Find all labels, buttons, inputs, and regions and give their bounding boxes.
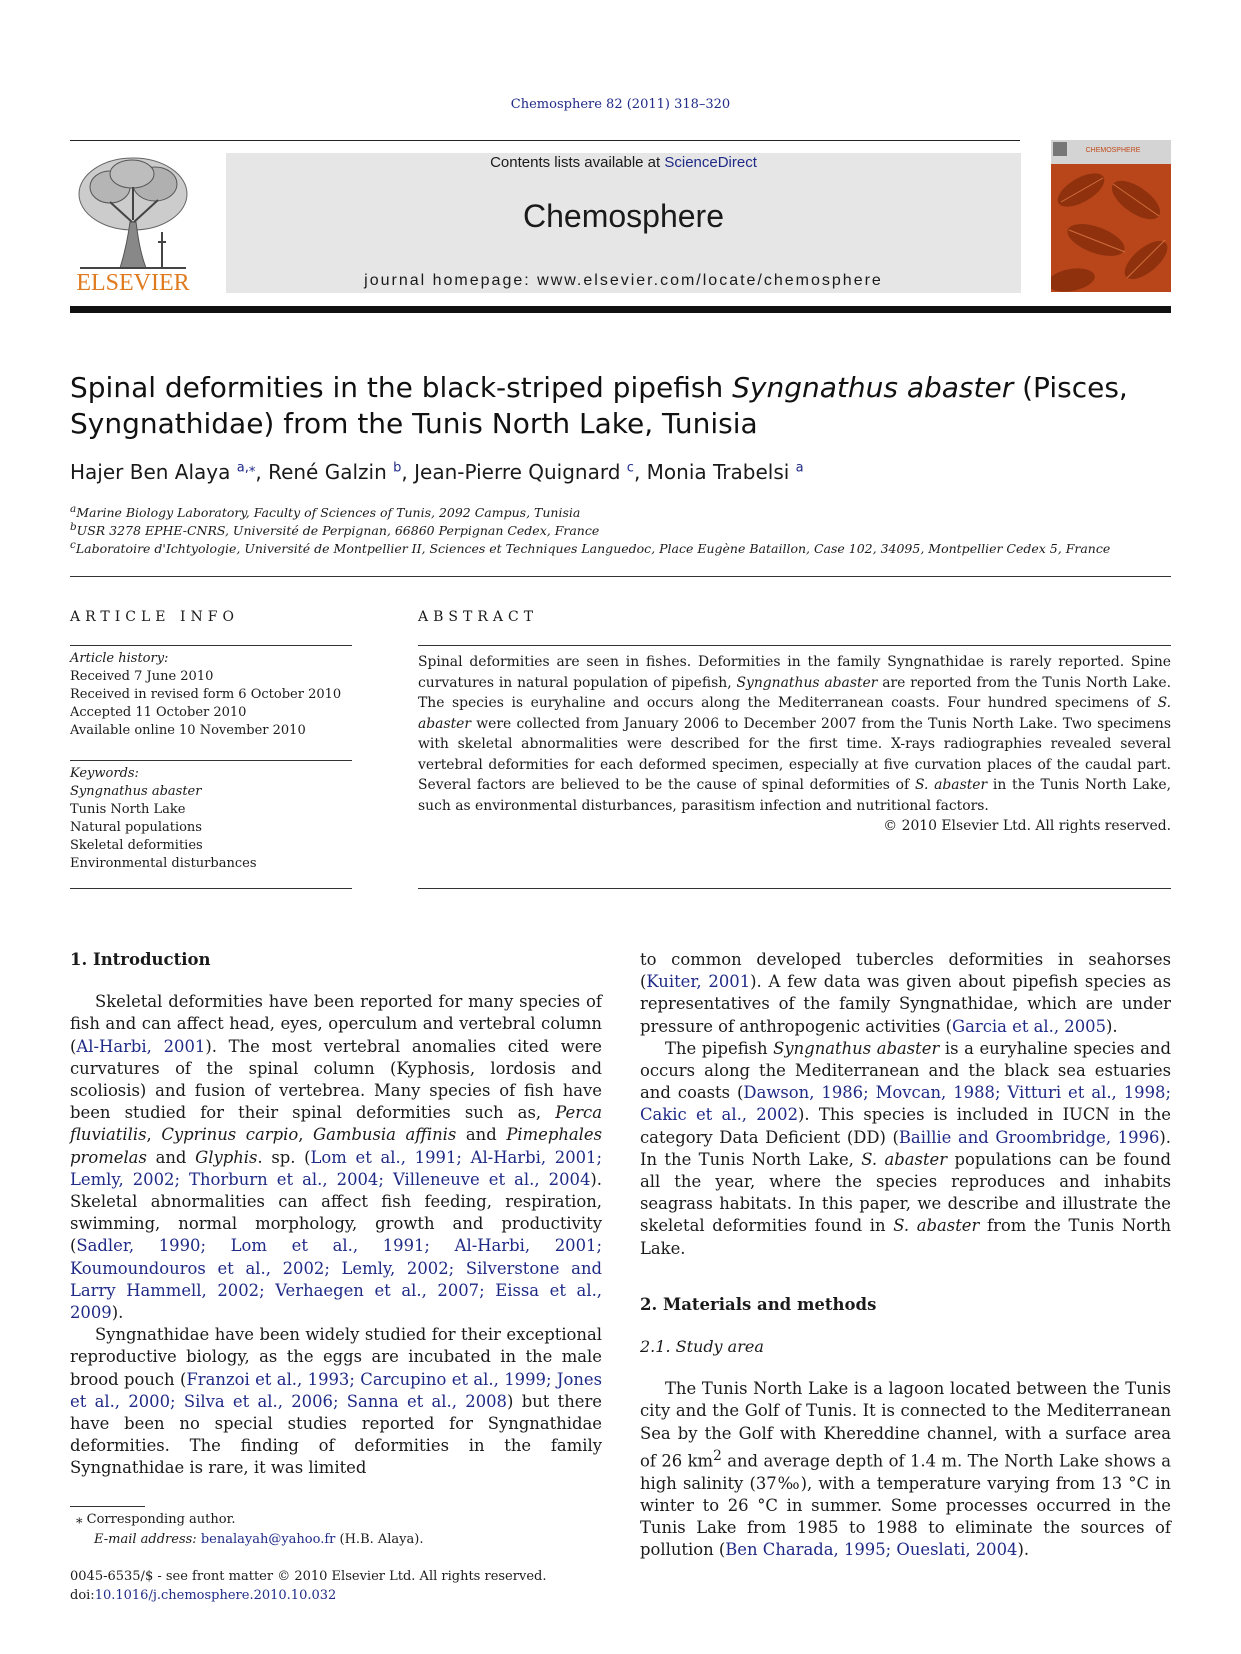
contents-prefix: Contents lists available at (490, 154, 665, 171)
header-thick-rule (70, 306, 1171, 313)
reference-link[interactable]: Baillie and Groombridge, 1996 (898, 1127, 1160, 1147)
history-item: Available online 10 November 2010 (70, 723, 306, 738)
paragraph: The Tunis North Lake is a lagoon located between the Tunis city and the Golf of Tunis. It is connected to the Mediterranean Sea by the Golf with Khereddine channel, with a surface area of 26 $km^2$ and average depth of 1.4 m. The North Lake shows a high salinity (37‰), with a temperature varying from 13 °C in winter to 26 °C in summer. Some processes occurred in the Tunis Lake from 1985 to 1988 to eliminate the sources of pollution (Ben Charada, 1995; Oueslati, 2004). (640, 1379, 1171, 1560)
keyword: Environmental disturbances (70, 856, 257, 871)
paragraph: Syngnathidae have been widely studied for their exceptional reproductive biology, as the eggs are incubated in the male brood pouch (Franzoi et al., 1993; Carcupino et al., 1999; Jones et al., 2000; Silva et al., 2006; Sanna et al., 2008) but there have been no special studies reported for Syngnathidae deformities. The finding of deformities in the family Syngnathidae is rare, it was limited (70, 1325, 603, 1478)
journal-cover-image[interactable] (1051, 140, 1171, 292)
divider (70, 576, 1171, 577)
keyword: Syngnathus abaster (70, 784, 202, 799)
journal-homepage (226, 272, 1021, 290)
author-list (70, 460, 1170, 484)
history-label: Article history: (70, 651, 169, 666)
section-heading: 2. Materials and methods (640, 1294, 877, 1314)
divider (70, 760, 352, 761)
paragraph: to common developed tubercles deformities in seahorses (Kuiter, 2001). A few data was given about pipefish species as representatives of the family Syngnathidae, which are under pressure of anthropogenic activities (Garcia et al., 2005). (640, 950, 1171, 1036)
email-link[interactable]: benalayah@yahoo.fr (200, 1532, 336, 1547)
doi-link[interactable]: 10.1016/j.chemosphere.2010.10.032 (94, 1588, 337, 1603)
reference-link[interactable]: Ben Charada, 1995; Oueslati, 2004 (725, 1540, 1018, 1560)
reference-link[interactable]: Kuiter, 2001 (646, 972, 751, 992)
abstract-copyright: © 2010 Elsevier Ltd. All rights reserved. (883, 818, 1171, 834)
divider (70, 888, 352, 889)
email-label: E-mail address: (94, 1532, 201, 1547)
reference-link[interactable]: Dawson, 1986; Movcan, 1988; Vitturi et al., 1998; Cakic et al., 2002 (640, 1083, 1171, 1125)
contents-line (226, 154, 1021, 171)
title-species: Syngnathus abaster (732, 371, 1014, 404)
front-matter-note: 0045-6535/$ - see front matter © 2010 Elsevier Ltd. All rights reserved. doi:10.1016/j.chemosphere.2010.10.032 (70, 1567, 670, 1605)
keyword: Tunis North Lake (70, 802, 186, 817)
author[interactable]: Jean-Pierre Quignard $^c$, (414, 460, 647, 484)
header-rule (70, 140, 1020, 141)
divider (418, 888, 1171, 889)
homepage-prefix: journal homepage: (364, 272, 538, 289)
abstract-heading: ABSTRACT (418, 609, 539, 625)
journal-title[interactable]: Chemosphere (523, 198, 724, 234)
history-item: Accepted 11 October 2010 (70, 705, 247, 720)
abstract-text: Spinal deformities are seen in fishes. Deformities in the family Syngnathidae is rarely reported. Spine curvatures in natural population of pipefish, Syngnathus abaster are reported from the Tunis North Lake. The species is euryhaline and occurs along the Mediterranean coasts. Four hundred specimens of S. abaster were collected from January 2006 to December 2007 from the Tunis North Lake. Two specimens with skeletal abnormalities were described for the first time. X-rays radiographies revealed several vertebral deformities for each deformed specimen, especially at five curvation places of the caudal part. Several factors are believed to be the cause of spinal deformities of S. abaster in the Tunis North Lake, such as environmental disturbances, parasitism infection and nutritional factors. © 2010 Elsevier Ltd. All rights reserved. (418, 652, 1171, 837)
divider (418, 645, 1171, 646)
section-heading: 1. Introduction (70, 950, 211, 969)
homepage-url-link[interactable]: www.elsevier.com/locate/chemosphere (537, 272, 883, 289)
footnote: ⁎ Corresponding author. E-mail address: benalayah@yahoo.fr (H.B. Alaya). (70, 1510, 610, 1550)
author[interactable]: René Galzin $^b$, (268, 460, 415, 484)
issn-line: 0045-6535/$ - see front matter © 2010 Elsevier Ltd. All rights reserved. (70, 1569, 547, 1584)
affiliation: $^c$Laboratoire d'Ichtyologie, Université de Montpellier II, Sciences et Techniques Languedoc, Place Eugène Bataillon, Case 102, 34095, Montpellier Cedex 5, France (70, 539, 1111, 557)
reference-link[interactable]: Sadler, 1990; Lom et al., 1991; Al-Harbi, 2001; Koumoundouros et al., 2002; Lemly, 2002; Silverstone and Larry Hammell, 2002; Verhaegen et al., 2007; Eissa et al., 2009 (70, 1236, 602, 1323)
history-item: Received in revised form 6 October 2010 (70, 687, 342, 702)
reference-link[interactable]: Franzoi et al., 1993; Carcupino et al., 1999; Jones et al., 2000; Silva et al., 2006; Sanna et al., 2008 (70, 1369, 602, 1411)
keyword: Natural populations (70, 820, 202, 835)
title-part: (Pisces, Syngnathidae) from the Tunis North Lake, Tunisia (70, 371, 1128, 440)
reference-link[interactable]: Lom et al., 1991; Al-Harbi, 2001; Lemly, 2002; Thorburn et al., 2004; Villeneuve et al., 2004 (70, 1147, 603, 1189)
reference-link[interactable]: Garcia et al., 2005 (952, 1016, 1107, 1036)
title-part: Spinal deformities in the black-striped pipefish (70, 371, 733, 404)
body-column-right (640, 949, 1171, 1561)
subsection-heading: 2.1. Study area (640, 1337, 764, 1357)
corresponding-author-note: ⁎ Corresponding author. (76, 1512, 236, 1527)
body-column-left (70, 949, 602, 1480)
keyword: Skeletal deformities (70, 838, 203, 853)
keywords-label: Keywords: (70, 766, 139, 781)
paragraph: Skeletal deformities have been reported for many species of fish and can affect head, eyes, operculum and vertebral column (Al-Harbi, 2001). The most vertebral anomalies cited were curvatures of the spinal column (Kyphosis, lordosis and scoliosis) and fusion of vertebrea. Many species of fish have been studied for their spinal deformities such as, Perca fluviatilis, Cyprinus carpio, Gambusia affinis and Pimephales promelas and Glyphis. sp. (Lom et al., 1991; Al-Harbi, 2001; Lemly, 2002; Thorburn et al., 2004; Villeneuve et al., 2004). Skeletal abnormalities can affect fish feeding, respiration, swimming, normal morphology, growth and productivity (Sadler, 1990; Lom et al., 1991; Al-Harbi, 2001; Koumoundouros et al., 2002; Lemly, 2002; Silverstone and Larry Hammell, 2002; Verhaegen et al., 2007; Eissa et al., 2009). (70, 992, 603, 1323)
reference-link[interactable]: Al-Harbi, 2001 (76, 1036, 206, 1056)
journal-citation[interactable]: Chemosphere 82 (2011) 318–320 (510, 97, 731, 112)
paragraph: The pipefish Syngnathus abaster is a euryhaline species and occurs along the Mediterranean and the black sea estuaries and coasts (Dawson, 1986; Movcan, 1988; Vitturi et al., 1998; Cakic et al., 2002). This species is included in IUCN in the category Data Deficient (DD) (Baillie and Groombridge, 1996). In the Tunis North Lake, S. abaster populations can be found all the year, where the species reproduces and inhabits seagrass habitats. In this paper, we describe and illustrate the skeletal deformities found in S. abaster from the Tunis North Lake. (640, 1038, 1172, 1258)
sciencedirect-link[interactable]: ScienceDirect (664, 154, 757, 171)
cover-title: CHEMOSPHERE (1085, 147, 1141, 154)
article-title (70, 370, 1170, 442)
divider (70, 645, 352, 646)
article-info-heading: ARTICLE INFO (70, 609, 239, 625)
elsevier-wordmark: ELSEVIER (76, 270, 190, 296)
keywords (70, 765, 352, 873)
affiliation: $^b$USR 3278 EPHE-CNRS, Université de Perpignan, 66860 Perpignan Cedex, France (70, 521, 600, 539)
author[interactable]: Hajer Ben Alaya $^{a,⁎}$, (70, 460, 269, 484)
article-history (70, 650, 352, 740)
footnote-rule (70, 1506, 145, 1507)
affiliation: $^a$Marine Biology Laboratory, Faculty of Sciences of Tunis, 2092 Campus, Tunisia (70, 503, 581, 521)
history-item: Received 7 June 2010 (70, 669, 214, 684)
author[interactable]: Monia Trabelsi $^a$ (646, 460, 804, 484)
